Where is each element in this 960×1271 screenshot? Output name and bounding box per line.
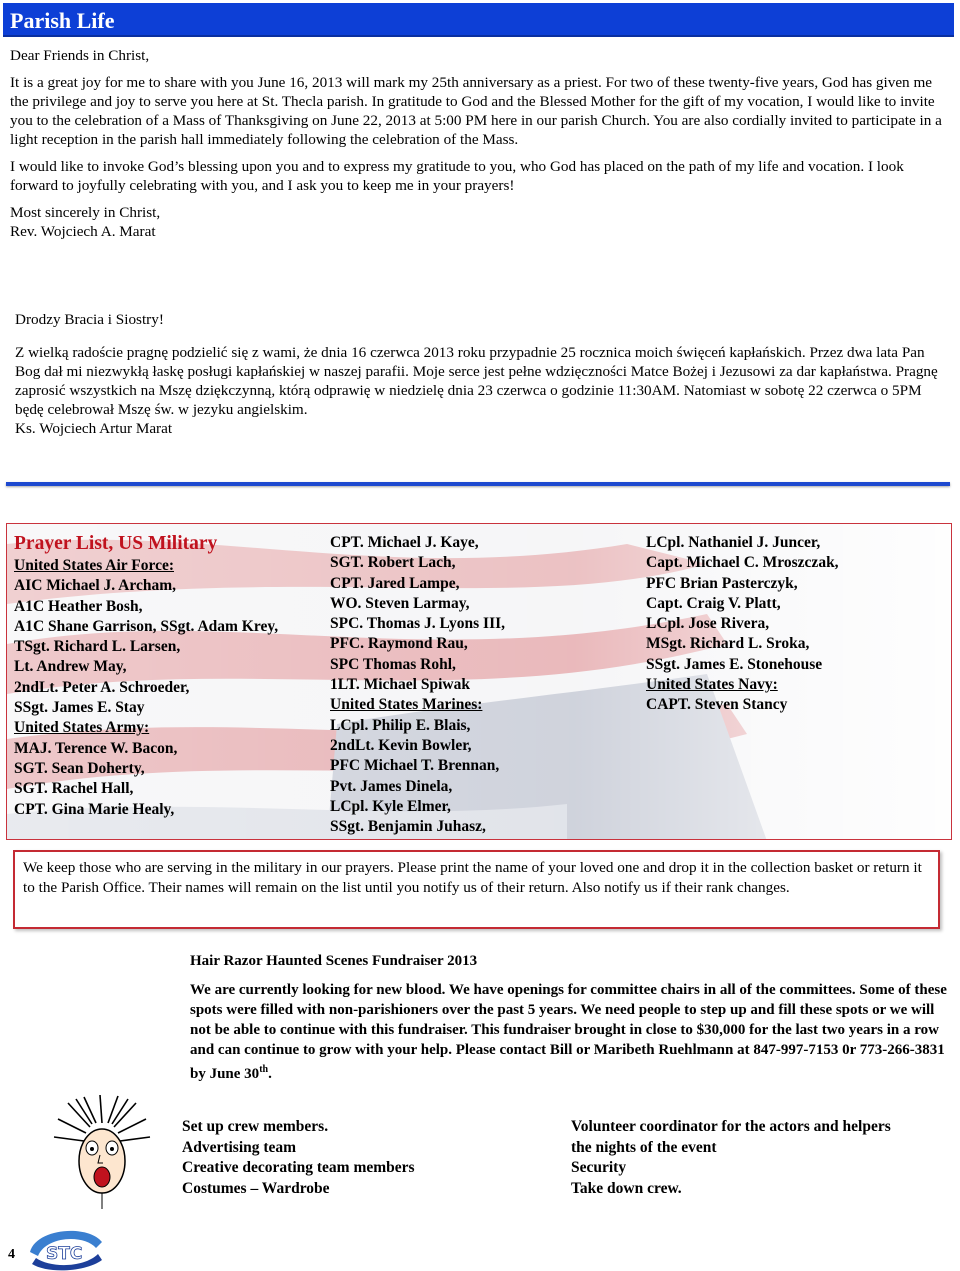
letter-pl-greeting: Drodzy Bracia i Siostry! (15, 311, 164, 328)
service-member-name: 2ndLt. Peter A. Schroeder, (14, 678, 190, 696)
service-member-name: CPT. Michael J. Kaye, (330, 534, 479, 551)
letter-polish (15, 310, 945, 438)
section-header (3, 3, 954, 37)
service-member-name: A1C Heather Bosh, (14, 597, 143, 615)
service-member-name: Lt. Andrew May, (14, 658, 127, 676)
scared-face-icon (52, 1093, 152, 1211)
service-member-name: SGT. Robert Lach, (330, 554, 456, 572)
service-member-name: CPT. Jared Lampe, (330, 574, 460, 592)
tasks-right-list (571, 1117, 891, 1199)
task-item: Take down crew. (571, 1179, 682, 1197)
service-member-name: PFC Brian Pasterczyk, (646, 574, 798, 592)
service-member-name: LCpl. Jose Rivera, (646, 615, 770, 633)
prayer-list-box (6, 523, 952, 840)
service-member-name: PFC. Raymond Rau, (330, 635, 468, 653)
fundraiser-title: Hair Razor Haunted Scenes Fundraiser 2013 (190, 953, 478, 969)
service-member-name: SSgt. Benjamin Juhasz, (330, 818, 486, 836)
prayer-names-col1 (14, 556, 278, 820)
branch-heading: United States Navy: (646, 676, 778, 694)
service-member-name: SGT. Sean Doherty, (14, 759, 145, 777)
fundraiser-body (190, 980, 950, 1084)
letter-paragraph-1: It is a great joy for me to share with you June 16, 2013 will mark my 25th anniversary as a priest. For two of these twenty-five years, God has given me the privilege and joy to serve you here at St. Thecla parish. In gratitude to God and the Blessed Mother for the gift of my vocation, I would like to invite you to the celebration of a Mass of Thanksgiving on June 22, 2013 at 5:00 PM here in our parish Church. You are also cordially invited to participate in a light reception in the parish hall immediately following the celebration of the Mass. (10, 74, 942, 148)
service-member-name: MSgt. Richard L. Sroka, (646, 635, 810, 653)
service-member-name: SSgt. James E. Stonehouse (646, 655, 823, 673)
task-item: Creative decorating team members (182, 1159, 415, 1176)
service-member-name: LCpl. Kyle Elmer, (330, 797, 451, 815)
stc-logo-icon (26, 1222, 106, 1271)
letter-signature: Rev. Wojciech A. Marat (10, 223, 156, 240)
letter-closing: Most sincerely in Christ, (10, 204, 161, 221)
letter-pl-signature: Ks. Wojciech Artur Marat (15, 420, 173, 437)
service-member-name: SGT. Rachel Hall, (14, 780, 134, 798)
service-member-name: MAJ. Terence W. Bacon, (14, 739, 178, 757)
fundraiser-body-text: We are currently looking for new blood. We have openings for committee chairs in all of the committees. Some of these spots were filled with non-parishioners over the past 5 years. We need people to step up and fill these spots or we will not be able to continue with this fundraiser. This fundraiser brought in close to $30,000 for the last two years in a row and can continue to grow with your help. Please contact Bill or Maribeth Ruehlmann at 847-997-7153 0r 773-266-3831 by June 30 (190, 982, 947, 1082)
letter-paragraph-2: I would like to invoke God’s blessing upon you and to express my gratitude to you, who God has placed on the path of my life and vocation. I look forward to joyfully celebrating with you, and I ask you to keep me in your prayers! (10, 158, 904, 194)
prayer-list-title: Prayer List, US Military (14, 533, 218, 554)
prayer-column-2 (330, 533, 505, 837)
service-member-name: CAPT. Steven Stancy (646, 696, 788, 714)
branch-heading: United States Air Force: (14, 557, 174, 574)
page-number: 4 (8, 1247, 15, 1262)
tasks-left-list (182, 1117, 415, 1199)
logo-text: STC (46, 1244, 83, 1264)
service-member-name: PFC Michael T. Brennan, (330, 757, 500, 775)
branch-heading: United States Army: (14, 719, 150, 737)
letter-pl-paragraph: Z wielką radoście pragnę podzielić się z wami, że dnia 16 czerwca 2013 roku przypadnie 25 rocznica moich święceń kapłańskich. Przez dwa lata Pan Bog dał mi niezwykłą łaskę posługi kapłańskiej w naszej parafii. Moje serce jest pełne wdzięczności Matce Bożej i Jezusowi za dar kapłaństwa. Pragnę zaprosić wszystkich na Mszę dziękczynną, którą odprawię w niedzielę dnia 23 czerwca o godzinie 11:30AM. Natomiast w sobotę 22 czerwca o 5PM będę celebrował Mszę św. w jezyku angielskim. (15, 344, 938, 418)
prayer-names-col3 (646, 533, 839, 716)
letter-greeting: Dear Friends in Christ, (10, 47, 150, 64)
service-member-name: SPC. Thomas J. Lyons III, (330, 615, 506, 633)
task-item: Costumes – Wardrobe (182, 1179, 330, 1197)
task-item: Volunteer coordinator for the actors and helpers (571, 1118, 891, 1135)
letter-english (10, 46, 946, 241)
service-member-name: Capt. Michael C. Mroszczak, (646, 554, 839, 572)
task-item: Set up crew members. (182, 1118, 329, 1135)
fundraiser-body-end: . (268, 1066, 272, 1082)
service-member-name: AIC Michael J. Archam, (14, 577, 177, 595)
fundraiser-section (190, 951, 950, 1084)
service-member-name: 1LT. Michael Spiwak (330, 676, 470, 694)
prayer-column-3 (646, 533, 839, 716)
branch-heading: United States Marines: (330, 696, 483, 714)
service-member-name: TSgt. Richard L. Larsen, (14, 638, 181, 656)
service-member-name: SSgt. James E. Stay (14, 699, 145, 717)
prayer-notice-text: We keep those who are serving in the military in our prayers. Please print the name of your loved one and drop it in the collection basket or return it to the Parish Office. Their names will remain on the list until you notify us of their return. Also notify us if their rank changes. (23, 859, 922, 896)
task-item: Advertising team (182, 1138, 297, 1156)
task-item: the nights of the event (571, 1138, 717, 1156)
section-title: Parish Life (10, 8, 115, 33)
prayer-column-1 (14, 533, 278, 820)
service-member-name: Pvt. James Dinela, (330, 777, 453, 795)
prayer-notice-box (13, 850, 940, 929)
section-divider (6, 482, 950, 486)
service-member-name: LCpl. Nathaniel J. Juncer, (646, 534, 821, 551)
prayer-names-col2 (330, 533, 505, 837)
task-item: Security (571, 1159, 627, 1176)
service-member-name: Capt. Craig V. Platt, (646, 594, 781, 612)
service-member-name: A1C Shane Garrison, SSgt. Adam Krey, (14, 617, 279, 635)
service-member-name: 2ndLt. Kevin Bowler, (330, 736, 472, 754)
service-member-name: LCpl. Philip E. Blais, (330, 716, 471, 734)
service-member-name: WO. Steven Larmay, (330, 594, 470, 612)
service-member-name: CPT. Gina Marie Healy, (14, 800, 175, 818)
fundraiser-superscript: th (259, 1064, 269, 1075)
service-member-name: SPC Thomas Rohl, (330, 655, 456, 673)
